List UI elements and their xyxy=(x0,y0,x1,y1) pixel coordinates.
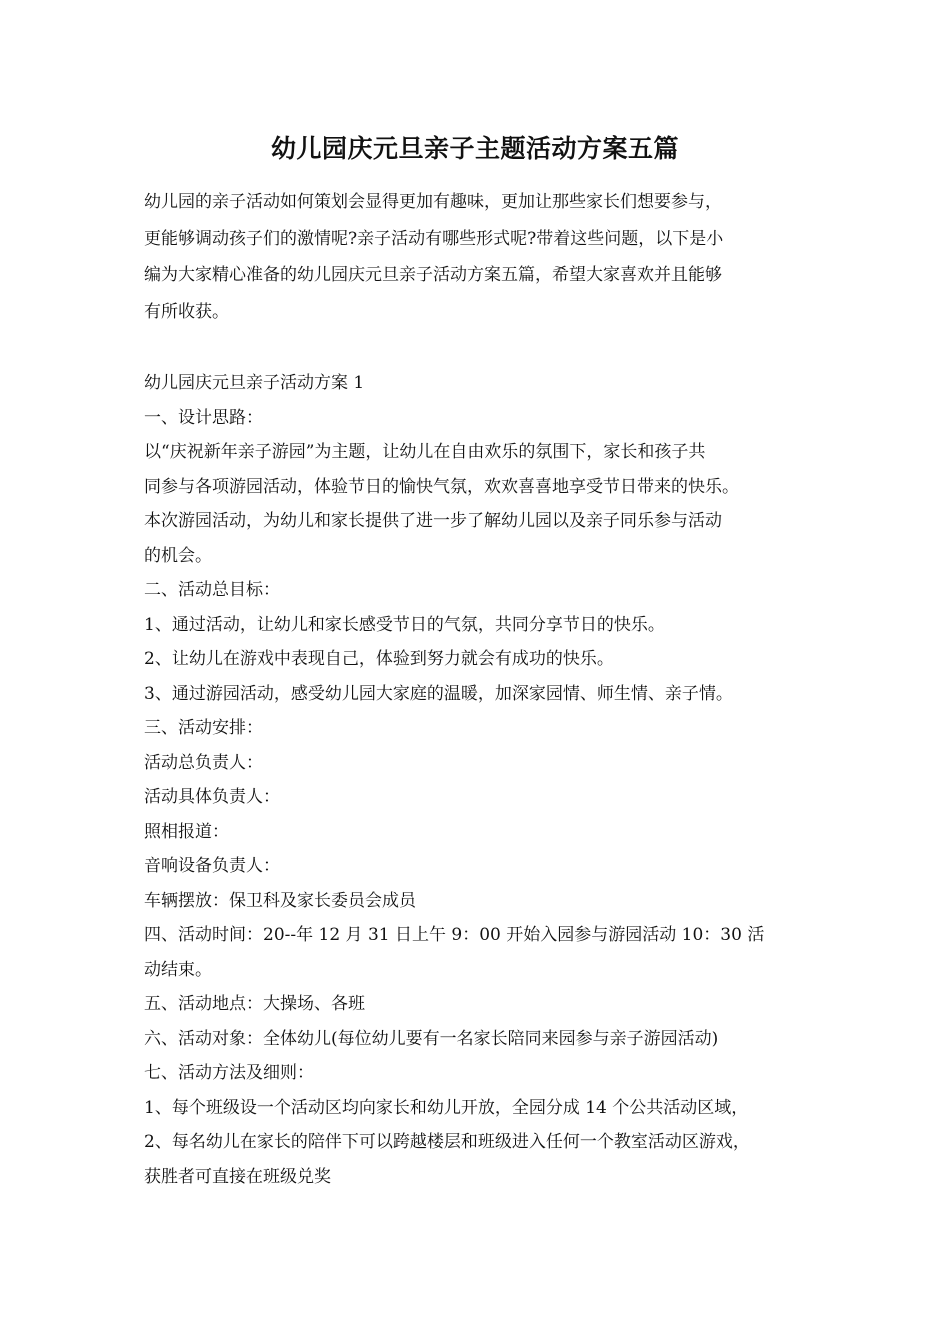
body-line: 2、让幼儿在游戏中表现自己，体验到努力就会有成功的快乐。 xyxy=(144,649,614,669)
body-line: 照相报道： xyxy=(144,821,229,842)
body-line: 1、通过活动，让幼儿和家长感受节日的气氛，共同分享节日的快乐。 xyxy=(144,614,665,635)
body-line: 五、活动地点：大操场、各班 xyxy=(144,994,365,1014)
body-line: 同参与各项游园活动，体验节日的愉快气氛，欢欢喜喜地享受节日带来的快乐。 xyxy=(144,476,739,497)
body-line: 二、活动总目标： xyxy=(144,580,280,600)
body-line: 一、设计思路： xyxy=(144,407,263,428)
body-line: 音响设备负责人： xyxy=(144,856,280,876)
body-line: 本次游园活动，为幼儿和家长提供了进一步了解幼儿园以及亲子同乐参与活动 xyxy=(144,511,722,531)
body-line: 获胜者可直接在班级兑奖 xyxy=(144,1166,331,1187)
intro-paragraph xyxy=(144,184,814,330)
intro-line: 编为大家精心准备的幼儿园庆元旦亲子活动方案五篇，希望大家喜欢并且能够 xyxy=(144,265,722,285)
body-line: 四、活动时间：20--年 12 月 31 日上午 9：00 开始入园参与游园活动 10：30 活 xyxy=(144,925,765,945)
body-line: 三、活动安排： xyxy=(144,718,263,738)
document-body xyxy=(144,366,824,1194)
body-line: 车辆摆放：保卫科及家长委员会成员 xyxy=(144,890,416,911)
body-line: 1、每个班级设一个活动区均向家长和幼儿开放，全园分成 14 个公共活动区域， xyxy=(144,1097,749,1118)
intro-line: 有所收获。 xyxy=(144,301,229,322)
body-line: 动结束。 xyxy=(144,959,212,980)
document-title: 幼儿园庆元旦亲子主题活动方案五篇 xyxy=(270,134,679,163)
body-line: 七、活动方法及细则： xyxy=(144,1063,314,1083)
body-line: 活动具体负责人： xyxy=(144,787,280,807)
section-heading: 幼儿园庆元旦亲子活动方案 1 xyxy=(144,373,365,393)
body-line: 的机会。 xyxy=(144,545,212,566)
intro-line: 幼儿园的亲子活动如何策划会显得更加有趣味，更加让那些家长们想要参与， xyxy=(144,192,722,212)
body-line: 以“庆祝新年亲子游园”为主题，让幼儿在自由欢乐的氛围下，家长和孩子共 xyxy=(144,442,706,462)
intro-line: 更能够调动孩子们的激情呢?亲子活动有哪些形式呢?带着这些问题，以下是小 xyxy=(144,228,724,249)
body-line: 2、每名幼儿在家长的陪伴下可以跨越楼层和班级进入任何一个教室活动区游戏， xyxy=(144,1132,750,1152)
body-line: 3、通过游园活动，感受幼儿园大家庭的温暖，加深家园情、师生情、亲子情。 xyxy=(144,683,733,704)
body-line: 六、活动对象：全体幼儿(每位幼儿要有一名家长陪同来园参与亲子游园活动) xyxy=(144,1028,719,1049)
body-line: 活动总负责人： xyxy=(144,752,263,773)
